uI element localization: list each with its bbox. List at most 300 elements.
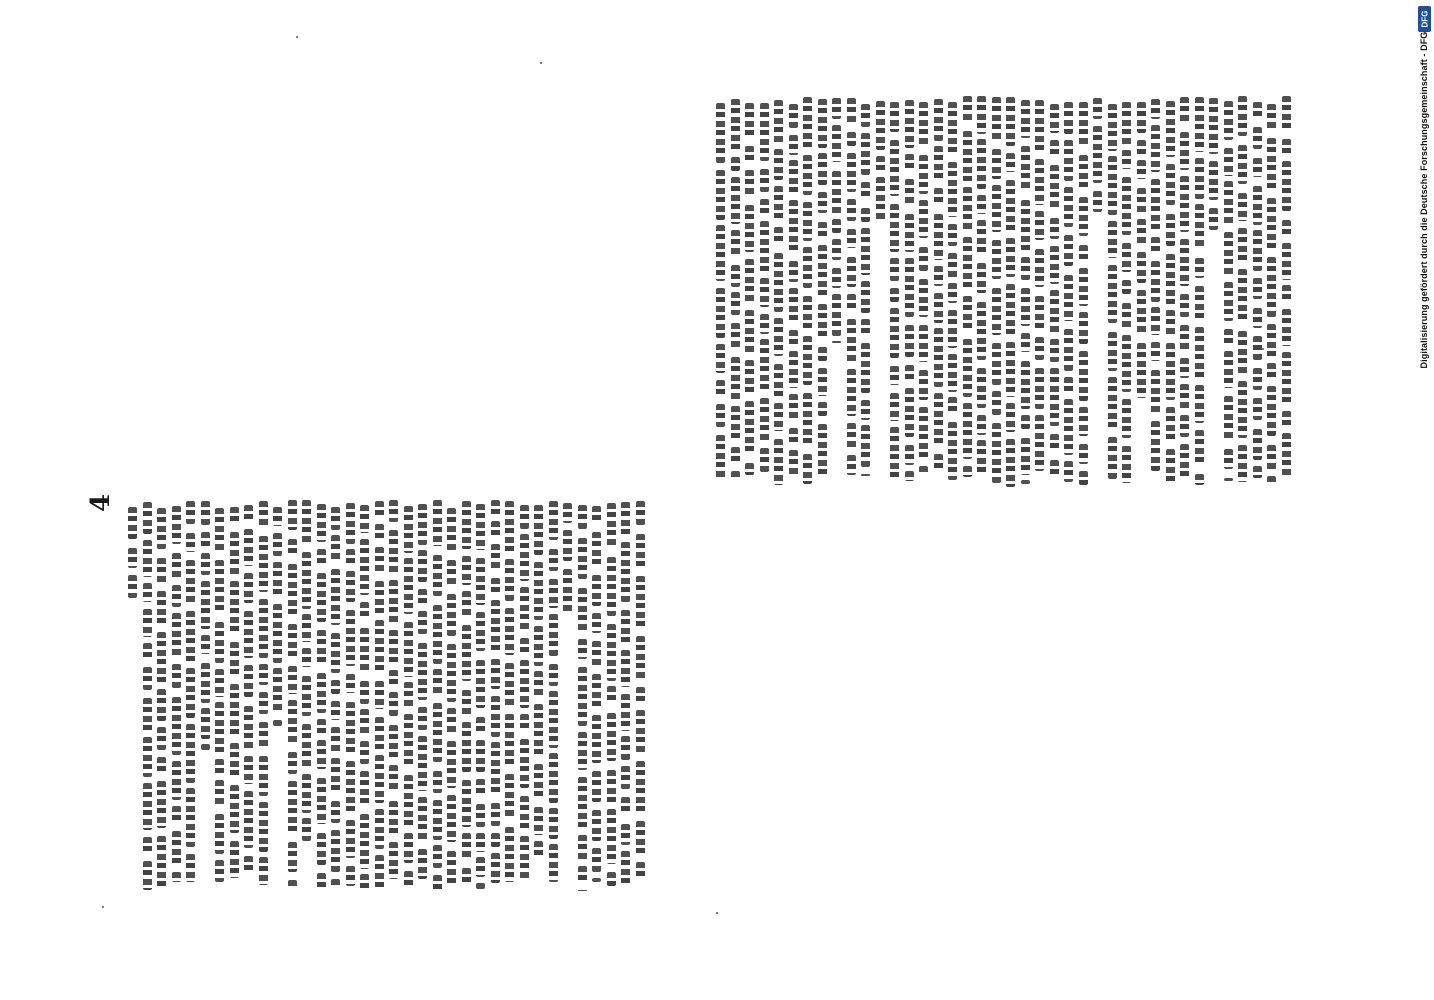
print-word xyxy=(317,504,326,541)
print-word xyxy=(331,801,340,823)
print-word xyxy=(1021,200,1030,252)
print-word xyxy=(934,328,943,387)
print-word xyxy=(636,761,645,815)
print-word xyxy=(331,879,340,888)
print-word xyxy=(1224,478,1233,481)
print-word xyxy=(433,669,442,694)
print-word xyxy=(1180,132,1189,170)
print-word xyxy=(563,569,572,614)
print-word xyxy=(760,278,769,307)
print-word xyxy=(215,669,224,697)
print-word xyxy=(890,308,899,358)
print-word xyxy=(360,539,369,594)
print-word xyxy=(1238,96,1247,136)
print-word xyxy=(789,428,798,445)
print-word xyxy=(847,455,856,475)
print-word xyxy=(1151,179,1160,230)
print-word xyxy=(331,569,340,626)
print-word xyxy=(919,370,928,401)
print-word xyxy=(621,650,630,687)
print-word xyxy=(803,336,812,385)
print-word xyxy=(143,540,152,577)
print-word xyxy=(621,610,630,644)
print-word xyxy=(977,302,986,360)
print-word xyxy=(128,548,137,568)
print-word xyxy=(1079,444,1088,464)
print-word xyxy=(230,581,239,634)
print-word xyxy=(331,701,340,720)
print-word xyxy=(578,639,587,659)
print-word xyxy=(1282,285,1291,302)
print-word xyxy=(447,594,456,636)
print-word xyxy=(832,219,841,233)
print-word xyxy=(259,536,268,592)
print-word xyxy=(520,505,529,529)
print-word xyxy=(760,448,769,471)
print-word xyxy=(476,740,485,772)
print-word xyxy=(433,800,442,840)
print-word xyxy=(731,292,740,315)
print-word xyxy=(157,781,166,828)
print-word xyxy=(549,691,558,747)
print-word xyxy=(919,102,928,146)
print-word xyxy=(731,471,740,479)
print-word xyxy=(592,575,601,606)
print-word xyxy=(201,663,210,703)
print-word xyxy=(520,587,529,629)
print-word xyxy=(230,743,239,778)
print-word xyxy=(1224,282,1233,321)
print-word xyxy=(201,635,210,654)
print-word xyxy=(404,833,413,862)
print-word xyxy=(832,341,841,343)
print-word xyxy=(375,501,384,518)
print-word xyxy=(1282,161,1291,211)
print-word xyxy=(317,778,326,824)
print-word xyxy=(760,169,769,192)
print-word xyxy=(1079,155,1088,190)
print-word xyxy=(977,440,986,475)
print-word xyxy=(1238,269,1247,323)
print-word xyxy=(491,521,500,537)
print-word xyxy=(818,304,827,340)
print-word xyxy=(302,614,311,642)
print-word xyxy=(549,614,558,656)
print-word xyxy=(404,871,413,887)
print-word xyxy=(847,294,856,311)
print-word xyxy=(890,288,899,302)
print-word xyxy=(963,237,972,289)
print-word xyxy=(861,104,870,127)
print-word xyxy=(1035,159,1044,205)
print-word xyxy=(1151,99,1160,119)
print-word xyxy=(259,802,268,852)
print-word xyxy=(563,503,572,523)
print-word xyxy=(905,179,914,206)
print-word xyxy=(847,199,856,221)
print-word xyxy=(919,279,928,317)
print-word xyxy=(317,573,326,623)
print-word xyxy=(1021,146,1030,190)
scan-speck xyxy=(296,36,298,38)
print-word xyxy=(1209,161,1218,200)
print-word xyxy=(905,100,914,149)
print-word xyxy=(774,227,783,245)
print-word xyxy=(1180,294,1189,316)
print-word xyxy=(433,703,442,761)
print-word xyxy=(172,506,181,543)
print-word xyxy=(607,713,616,761)
print-word xyxy=(578,505,587,529)
print-word xyxy=(1180,415,1189,437)
print-word xyxy=(215,814,224,853)
print-word xyxy=(607,686,616,703)
print-word xyxy=(1151,421,1160,471)
print-word xyxy=(476,804,485,827)
print-word xyxy=(404,506,413,553)
print-word xyxy=(157,836,166,887)
print-word xyxy=(143,837,152,855)
print-word xyxy=(636,501,645,525)
print-word xyxy=(433,875,442,891)
print-word xyxy=(462,690,471,716)
print-word xyxy=(1021,361,1030,409)
print-word xyxy=(818,347,827,361)
print-word xyxy=(534,704,543,757)
print-word xyxy=(491,659,500,689)
print-word xyxy=(259,692,268,714)
print-word xyxy=(418,736,427,791)
print-word xyxy=(578,538,587,579)
print-word xyxy=(905,388,914,438)
print-word xyxy=(375,524,384,540)
print-word xyxy=(636,862,645,878)
print-word xyxy=(1035,211,1044,240)
print-word xyxy=(716,404,725,427)
print-word xyxy=(1021,333,1030,352)
print-word xyxy=(201,532,210,547)
print-word xyxy=(789,160,798,195)
print-word xyxy=(1035,415,1044,471)
print-word xyxy=(803,202,812,241)
print-word xyxy=(578,835,587,860)
print-word xyxy=(948,283,957,303)
print-word xyxy=(1166,449,1175,486)
print-word xyxy=(1093,191,1102,212)
print-word xyxy=(549,844,558,882)
print-word xyxy=(418,707,427,730)
print-word xyxy=(186,501,195,525)
print-word xyxy=(1151,261,1160,302)
print-word xyxy=(302,774,311,813)
print-word xyxy=(890,393,899,421)
print-word xyxy=(244,706,253,751)
print-word xyxy=(462,556,471,586)
print-word xyxy=(745,205,754,252)
print-word xyxy=(389,580,398,625)
print-word xyxy=(1238,228,1247,264)
print-word xyxy=(716,170,725,220)
print-word xyxy=(447,644,456,702)
print-word xyxy=(1122,177,1131,235)
print-word xyxy=(789,330,798,345)
print-word xyxy=(201,501,210,526)
print-word xyxy=(578,588,587,631)
print-word xyxy=(890,102,899,132)
print-word xyxy=(1064,235,1073,267)
print-word xyxy=(592,532,601,567)
print-word xyxy=(876,156,885,171)
print-word xyxy=(876,177,885,220)
print-word xyxy=(360,741,369,765)
print-word xyxy=(832,171,841,214)
print-word xyxy=(491,742,500,796)
print-word xyxy=(621,766,630,790)
print-word xyxy=(1021,438,1030,475)
print-word xyxy=(745,146,754,162)
print-word xyxy=(890,258,899,281)
print-word xyxy=(215,508,224,554)
print-word xyxy=(331,507,340,530)
print-word xyxy=(861,228,870,274)
print-word xyxy=(1108,221,1117,259)
print-word xyxy=(890,204,899,252)
print-word xyxy=(760,221,769,273)
print-word xyxy=(592,506,601,524)
print-word xyxy=(592,771,601,801)
print-word xyxy=(847,319,856,364)
print-word xyxy=(346,610,355,666)
print-word xyxy=(861,319,870,334)
print-word xyxy=(1224,101,1233,140)
print-word xyxy=(1050,460,1059,478)
print-word xyxy=(818,424,827,478)
print-word xyxy=(462,501,471,549)
print-word xyxy=(462,833,471,861)
print-word xyxy=(1209,98,1218,154)
print-word xyxy=(774,149,783,179)
print-word xyxy=(1035,296,1044,329)
text-column-left xyxy=(128,0,650,1000)
print-word xyxy=(948,102,957,155)
print-word xyxy=(230,785,239,833)
print-word xyxy=(534,841,543,857)
print-word xyxy=(1093,126,1102,183)
print-word xyxy=(534,671,543,697)
print-word xyxy=(288,666,297,694)
print-word xyxy=(1195,286,1204,320)
print-word xyxy=(128,575,137,598)
print-word xyxy=(992,423,1001,483)
print-word xyxy=(462,625,471,680)
print-word xyxy=(818,192,827,213)
print-word xyxy=(963,339,972,397)
print-word xyxy=(302,552,311,608)
page-number: 4 xyxy=(86,493,117,513)
print-word xyxy=(992,97,1001,141)
print-word xyxy=(491,696,500,737)
print-word xyxy=(1195,204,1204,249)
scan-speck xyxy=(716,912,718,914)
print-word xyxy=(505,559,514,601)
print-word xyxy=(919,200,928,238)
print-word xyxy=(346,503,355,543)
print-word xyxy=(963,187,972,232)
print-word xyxy=(716,103,725,162)
print-word xyxy=(433,771,442,793)
print-word xyxy=(774,100,783,142)
print-word xyxy=(977,415,986,434)
print-word xyxy=(215,759,224,774)
print-word xyxy=(505,714,514,766)
print-word xyxy=(1282,352,1291,404)
print-word xyxy=(1180,239,1189,286)
print-word xyxy=(389,530,398,574)
print-word xyxy=(433,605,442,664)
print-word xyxy=(476,883,485,889)
print-word xyxy=(861,425,870,467)
print-word xyxy=(1079,471,1088,485)
print-word xyxy=(832,294,841,336)
print-word xyxy=(505,774,514,818)
print-word xyxy=(244,573,253,603)
print-word xyxy=(934,454,943,470)
print-word xyxy=(317,740,326,769)
print-word xyxy=(1079,245,1088,262)
print-word xyxy=(948,253,957,278)
print-word xyxy=(1064,140,1073,181)
print-word xyxy=(505,501,514,553)
print-word xyxy=(1282,139,1291,156)
print-word xyxy=(1021,480,1030,484)
print-word xyxy=(1253,230,1262,271)
print-word xyxy=(578,866,587,884)
print-word xyxy=(803,97,812,148)
print-word xyxy=(302,724,311,768)
print-word xyxy=(1267,324,1276,358)
print-word xyxy=(549,808,558,839)
print-word xyxy=(447,708,456,735)
print-word xyxy=(1253,398,1262,419)
print-word xyxy=(549,753,558,803)
print-word xyxy=(1021,257,1030,280)
print-word xyxy=(789,135,798,155)
print-word xyxy=(1151,342,1160,361)
print-word xyxy=(273,604,282,663)
print-word xyxy=(774,439,783,485)
print-word xyxy=(143,861,152,890)
print-word xyxy=(172,872,181,882)
print-word xyxy=(1108,156,1117,214)
print-word xyxy=(1079,197,1088,236)
print-word xyxy=(621,502,630,536)
digitization-note-text: Digitalisierung gefördert durch die Deutsche Forschungsgemeinschaft - DFG xyxy=(1419,31,1429,369)
print-word xyxy=(128,507,137,539)
print-word xyxy=(1122,150,1131,169)
print-word xyxy=(389,630,398,663)
print-word xyxy=(1006,238,1015,277)
print-word xyxy=(1253,308,1262,328)
print-word xyxy=(230,507,239,524)
print-word xyxy=(578,777,587,828)
print-word xyxy=(1224,181,1233,224)
print-word xyxy=(244,665,253,697)
print-word xyxy=(244,611,253,659)
print-word xyxy=(244,505,253,520)
print-word xyxy=(1137,188,1146,213)
print-word xyxy=(934,146,943,180)
print-word xyxy=(774,403,783,430)
print-word xyxy=(1050,140,1059,157)
print-word xyxy=(186,788,195,847)
print-word xyxy=(259,664,268,684)
print-word xyxy=(201,708,210,738)
print-word xyxy=(1151,125,1160,172)
print-word xyxy=(789,200,798,253)
print-word xyxy=(803,454,812,484)
print-word xyxy=(636,821,645,857)
print-word xyxy=(215,560,224,614)
print-word xyxy=(1137,102,1146,133)
print-word xyxy=(389,500,398,522)
print-word xyxy=(1209,208,1218,230)
print-word xyxy=(1064,102,1073,134)
print-word xyxy=(418,611,427,634)
print-word xyxy=(1166,310,1175,337)
print-word xyxy=(317,630,326,666)
print-word xyxy=(331,758,340,794)
print-word xyxy=(244,756,253,785)
print-word xyxy=(302,676,311,716)
print-word xyxy=(1238,331,1247,374)
print-word xyxy=(143,667,152,690)
print-word xyxy=(1238,445,1247,482)
print-word xyxy=(520,796,529,829)
print-word xyxy=(317,719,326,735)
print-word xyxy=(476,612,485,651)
print-word xyxy=(520,638,529,654)
print-word xyxy=(607,872,616,886)
print-word xyxy=(948,354,957,392)
print-word xyxy=(1137,140,1146,155)
print-word xyxy=(259,756,268,795)
dfg-logo-text: DFG xyxy=(1420,10,1429,28)
print-word xyxy=(331,535,340,563)
scan-speck xyxy=(102,906,104,908)
print-word xyxy=(1282,309,1291,345)
print-word xyxy=(803,296,812,328)
print-word xyxy=(172,761,181,800)
print-word xyxy=(716,225,725,281)
print-word xyxy=(172,613,181,656)
print-word xyxy=(745,103,754,138)
print-word xyxy=(1108,265,1117,322)
print-word xyxy=(847,153,856,192)
print-word xyxy=(157,727,166,750)
print-word xyxy=(1180,176,1189,232)
print-word xyxy=(143,643,152,658)
print-word xyxy=(745,170,754,197)
print-word xyxy=(621,851,630,884)
print-word xyxy=(404,558,413,614)
print-word xyxy=(963,96,972,122)
print-word xyxy=(890,427,899,479)
scan-speck xyxy=(1262,348,1264,350)
print-word xyxy=(288,624,297,660)
print-word xyxy=(1108,437,1117,479)
print-word xyxy=(1282,220,1291,238)
print-word xyxy=(534,562,543,620)
